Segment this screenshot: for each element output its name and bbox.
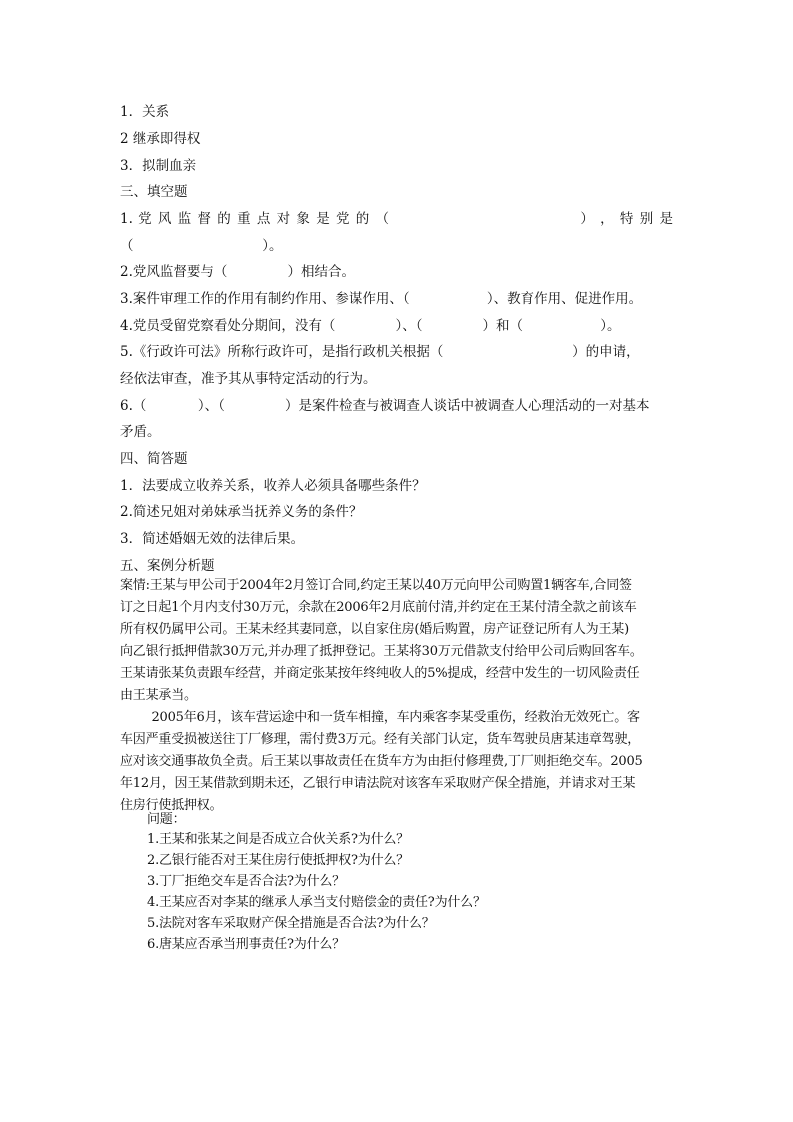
- case-line: 案情:王某与甲公司于2004年2月签订合同,约定王某以40万元向甲公司购置1辆客车,合同签: [120, 578, 632, 593]
- fill-question-4: 4.党员受留党察看处分期间，没有（ ）、（ ）和（ ）。: [120, 318, 621, 334]
- case-line: 年12月，因王某借款到期未还，乙银行申请法院对该客车采取财产保全措施，并请求对王某: [120, 776, 636, 791]
- case-line: 向乙银行抵押借款30万元,并办理了抵押登记。王某将30万元借款支付给甲公司后购回客车。: [120, 644, 643, 659]
- case-question-1: 1.王某和张某之间是否成立合伙关系?为什么？: [147, 832, 409, 847]
- case-line: 应对该交通事故负全责。后王某以事故责任在货车方为由拒付修理费,丁厂则拒绝交车。2005: [120, 754, 643, 769]
- case-question-3: 3.丁厂拒绝交车是否合法?为什么？: [147, 874, 345, 889]
- fill-question-6-line2: 矛盾。: [120, 424, 161, 440]
- fill-question-2: 2.党风监督要与（ ）相结合。: [120, 264, 355, 280]
- case-question-6: 6.唐某应否承当刑事责任?为什么？: [147, 937, 345, 952]
- case-line: 车因严重受损被送往丁厂修理，需付费3万元。经有关部门认定，货车驾驶员唐某违章驾驶，: [120, 732, 641, 747]
- case-line: 订之日起1个月内支付30万元，余款在2006年2月底前付清,并约定在王某付清全款之前该车: [120, 600, 637, 615]
- fill-question-3: 3.案件审理工作的作用有制约作用、参谋作用、（ ）、教育作用、促进作用。: [120, 291, 643, 307]
- short-answer-3: 3．简述婚姻无效的法律后果。: [120, 531, 305, 547]
- fill-question-1-line1: 1. 党 风 监 督 的 重 点 对 象 是 党 的 （ ） ， 特 别 是: [120, 211, 673, 227]
- section-three-heading: 三、填空题: [120, 184, 188, 200]
- case-line: 所有权仍属甲公司。王某未经其妻同意，以自家住房(婚后购置，房产证登记所有人为王某): [120, 622, 629, 637]
- term-item-2: 2 继承即得权: [120, 131, 201, 147]
- section-four-heading: 四、简答题: [120, 451, 188, 467]
- fill-question-6-line1: 6.（ ）、（ ）是案件检查与被调查人谈话中被调查人心理活动的一对基本: [120, 398, 650, 414]
- fill-question-1-line2: （ ）。: [120, 238, 283, 254]
- case-line: 王某请张某负责跟车经营，并商定张某按年终纯收人的5%提成，经营中发生的一切风险责任: [120, 666, 640, 681]
- questions-heading: 问题：: [147, 812, 186, 827]
- case-line: 2005年6月，该车营运途中和一货车相撞，车内乘客李某受重伤，经救治无效死亡。客: [120, 710, 640, 725]
- term-item-3: 3．拟制血亲: [120, 158, 197, 174]
- term-item-1: 1．关系: [120, 104, 170, 120]
- case-line: 由王某承当。: [120, 688, 197, 703]
- fill-question-5-line1: 5.《行政许可法》所称行政许可，是指行政机关根据（ ）的申请，: [120, 344, 640, 360]
- short-answer-1: 1．法要成立收养关系，收养人必须具备哪些条件？: [120, 478, 426, 494]
- short-answer-2: 2.简述兄姐对弟妹承当抚养义务的条件？: [120, 504, 363, 520]
- case-question-4: 4.王某应否对李某的继承人承当支付赔偿金的责任?为什么？: [147, 895, 486, 910]
- case-line: 住房行使抵押权。: [120, 798, 223, 813]
- section-five-heading: 五、案例分析题: [120, 558, 215, 574]
- case-question-5: 5.法院对客车采取财产保全措施是否合法?为什么？: [147, 916, 435, 931]
- case-question-2: 2.乙银行能否对王某住房行使抵押权?为什么？: [147, 853, 409, 868]
- fill-question-5-line2: 经依法审查，准予其从事特定活动的行为。: [120, 371, 377, 387]
